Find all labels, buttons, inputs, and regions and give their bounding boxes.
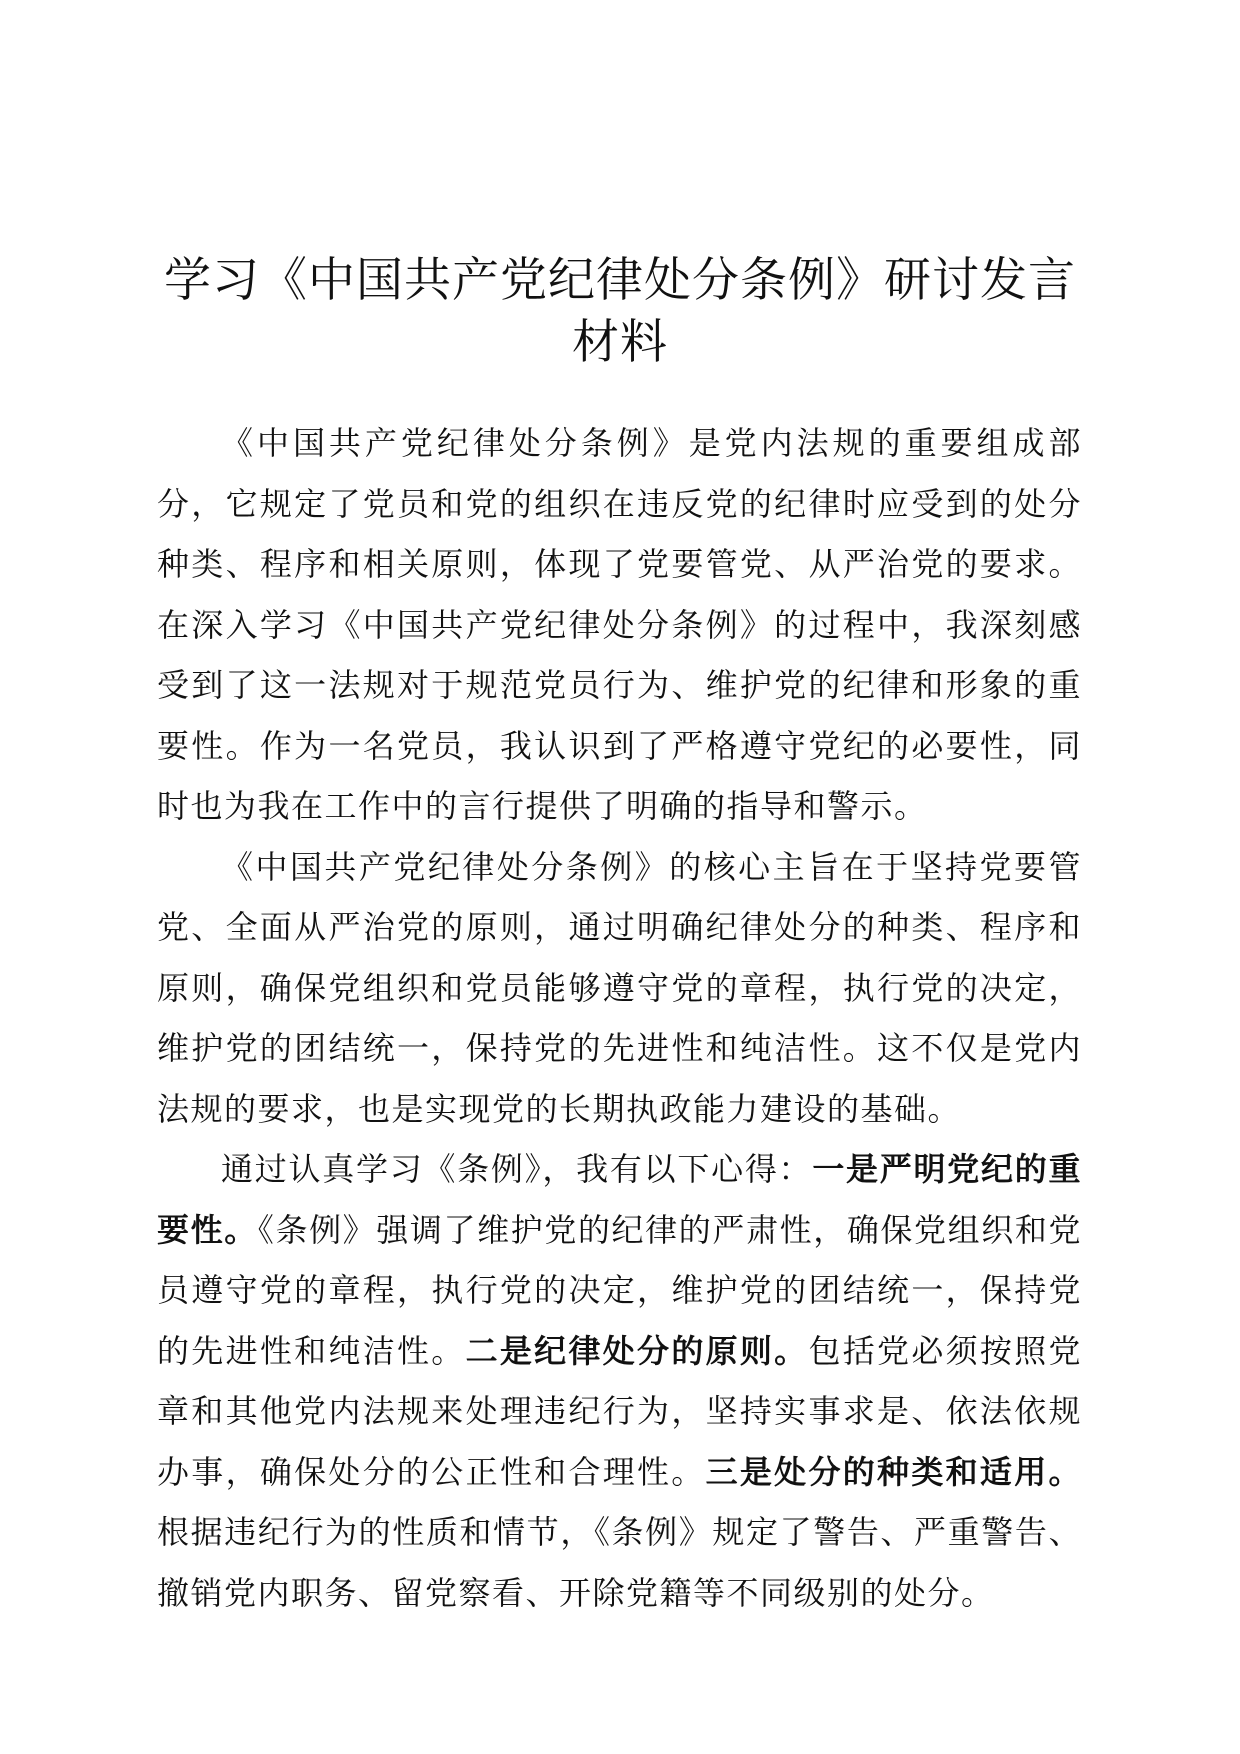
document-body xyxy=(157,413,1082,1623)
paragraph-1: 《中国共产党纪律处分条例》是党内法规的重要组成部分，它规定了党员和党的组织在违反党的纪律时应受到的处分种类、程序和相关原则，体现了党要管党、从严治党的要求。在深入学习《中国共产党纪律处分条例》的过程中，我深刻感受到了这一法规对于规范党员行为、维护党的纪律和形象的重要性。作为一名党员，我认识到了严格遵守党纪的必要性，同时也为我在工作中的言行提供了明确的指导和警示。 xyxy=(157,424,1082,825)
paragraph-2: 《中国共产党纪律处分条例》的核心主旨在于坚持党要管党、全面从严治党的原则，通过明确纪律处分的种类、程序和原则，确保党组织和党员能够遵守党的章程，执行党的决定，维护党的团结统一，保持党的先进性和纯洁性。这不仅是党内法规的要求，也是实现党的长期执政能力建设的基础。 xyxy=(157,847,1082,1128)
point-3-heading: 三是处分的种类和适用。 xyxy=(705,1452,1082,1491)
document-title: 学习《中国共产党纪律处分条例》研讨发言材料 xyxy=(164,253,1076,370)
point-3-text: 根据违纪行为的性质和情节，《条例》规定了警告、严重警告、撤销党内职务、留党察看、开除党籍等不同级别的处分。 xyxy=(157,1513,1082,1612)
point-1-heading: 一是严明党纪的重要性。 xyxy=(157,1150,1082,1249)
paragraph-3 xyxy=(157,1139,1082,1623)
point-2-heading: 二是纪律处分的原则。 xyxy=(465,1331,809,1370)
point-1-text: 《条例》强调了维护党的纪律的严肃性，确保党组织和党员遵守党的章程，执行党的决定，维护党的团结统一，保持党的先进性和纯洁性。 xyxy=(157,1210,1082,1370)
paragraph-3-intro: 通过认真学习《条例》，我有以下心得： xyxy=(221,1150,813,1188)
point-2-text: 包括党必须按照党章和其他党内法规来处理违纪行为，坚持实事求是、依法依规办事，确保处分的公正性和合理性。 xyxy=(157,1331,1082,1491)
